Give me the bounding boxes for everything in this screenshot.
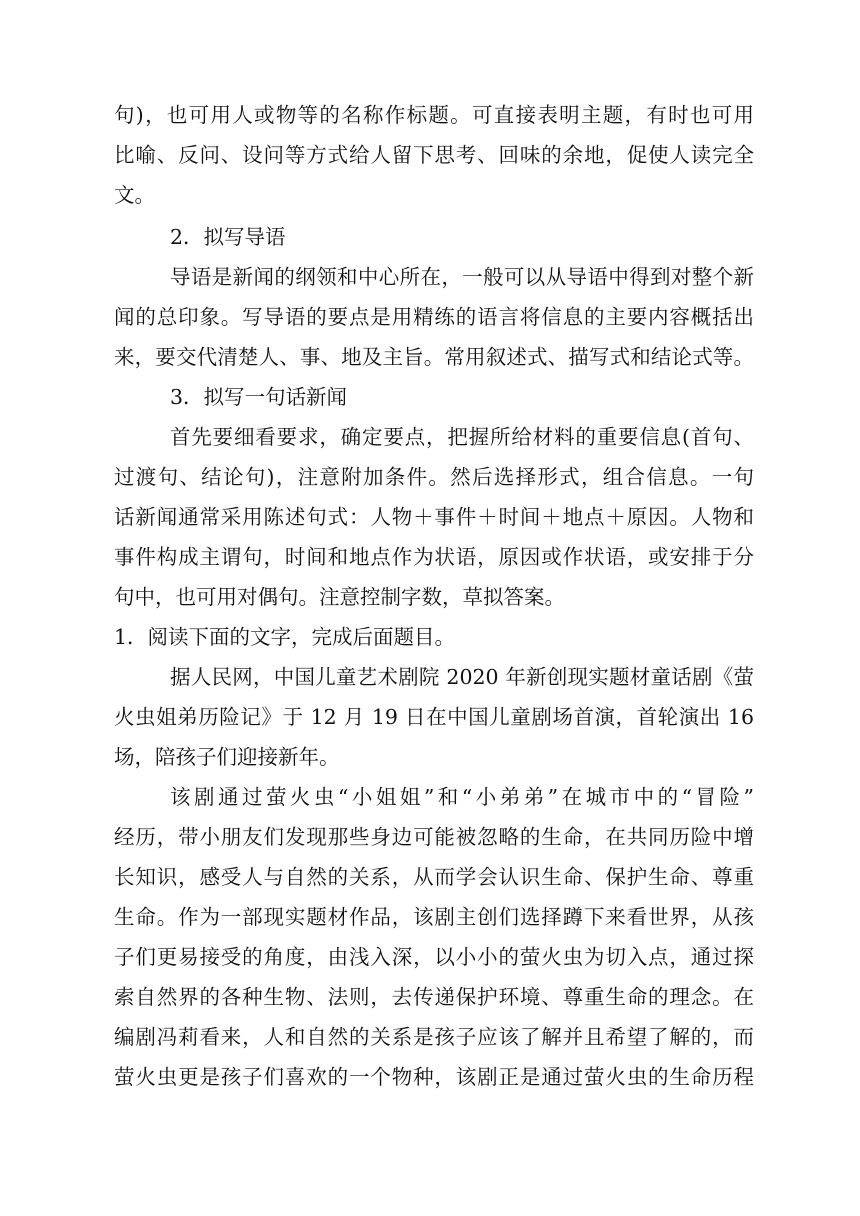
question-heading: 1．阅读下面的文字，完成后面题目。 (114, 625, 456, 649)
text-line: 比喻、反问、设问等方式给人留下思考、回味的余地，促使人读完全 (114, 143, 754, 167)
text-line: 句中，也可用对偶句。注意控制字数，草拟答案。 (114, 585, 565, 609)
text-line: 文。 (114, 183, 155, 207)
text-line: 事件构成主谓句，时间和地点作为状语，原因或作状语，或安排于分 (114, 545, 754, 569)
text-line: 闻的总印象。写导语的要点是用精练的语言将信息的主要内容概括出 (114, 305, 754, 329)
text-line: 据人民网，中国儿童艺术剧院 2020 年新创现实题材童话剧《萤 (170, 665, 754, 689)
text-line: 子们更易接受的角度，由浅入深，以小小的萤火虫为切入点，通过探 (114, 945, 754, 969)
text-line: 导语是新闻的纲领和中心所在，一般可以从导语中得到对整个新 (170, 265, 754, 289)
text-line: 索自然界的各种生物、法则，去传递保护环境、尊重生命的理念。在 (114, 985, 754, 1009)
section-heading: 2．拟写导语 (170, 225, 286, 249)
text-line: 萤火虫更是孩子们喜欢的一个物种，该剧正是通过萤火虫的生命历程 (114, 1065, 754, 1089)
section-heading: 3．拟写一句话新闻 (170, 385, 348, 409)
text-line: 该剧通过萤火虫“小姐姐”和“小弟弟”在城市中的“冒险” (170, 785, 754, 809)
text-line: 话新闻通常采用陈述句式：人物＋事件＋时间＋地点＋原因。人物和 (114, 505, 754, 529)
text-line: 长知识，感受人与自然的关系，从而学会认识生命、保护生命、尊重 (114, 865, 754, 889)
text-line: 编剧冯莉看来，人和自然的关系是孩子应该了解并且希望了解的，而 (114, 1025, 754, 1049)
text-line: 过渡句、结论句)，注意附加条件。然后选择形式，组合信息。一句 (114, 465, 754, 489)
text-line: 来，要交代清楚人、事、地及主旨。常用叙述式、描写式和结论式等。 (114, 345, 754, 369)
text-line: 生命。作为一部现实题材作品，该剧主创们选择蹲下来看世界，从孩 (114, 905, 754, 929)
text-line: 经历，带小朋友们发现那些身边可能被忽略的生命，在共同历险中增 (114, 825, 754, 849)
text-line: 场，陪孩子们迎接新年。 (114, 745, 340, 769)
text-line: 首先要细看要求，确定要点，把握所给材料的重要信息(首句、 (170, 425, 754, 449)
text-line: 火虫姐弟历险记》于 12 月 19 日在中国儿童剧场首演，首轮演出 16 (114, 705, 754, 729)
text-line: 句)，也可用人或物等的名称作标题。可直接表明主题，有时也可用 (114, 103, 754, 127)
